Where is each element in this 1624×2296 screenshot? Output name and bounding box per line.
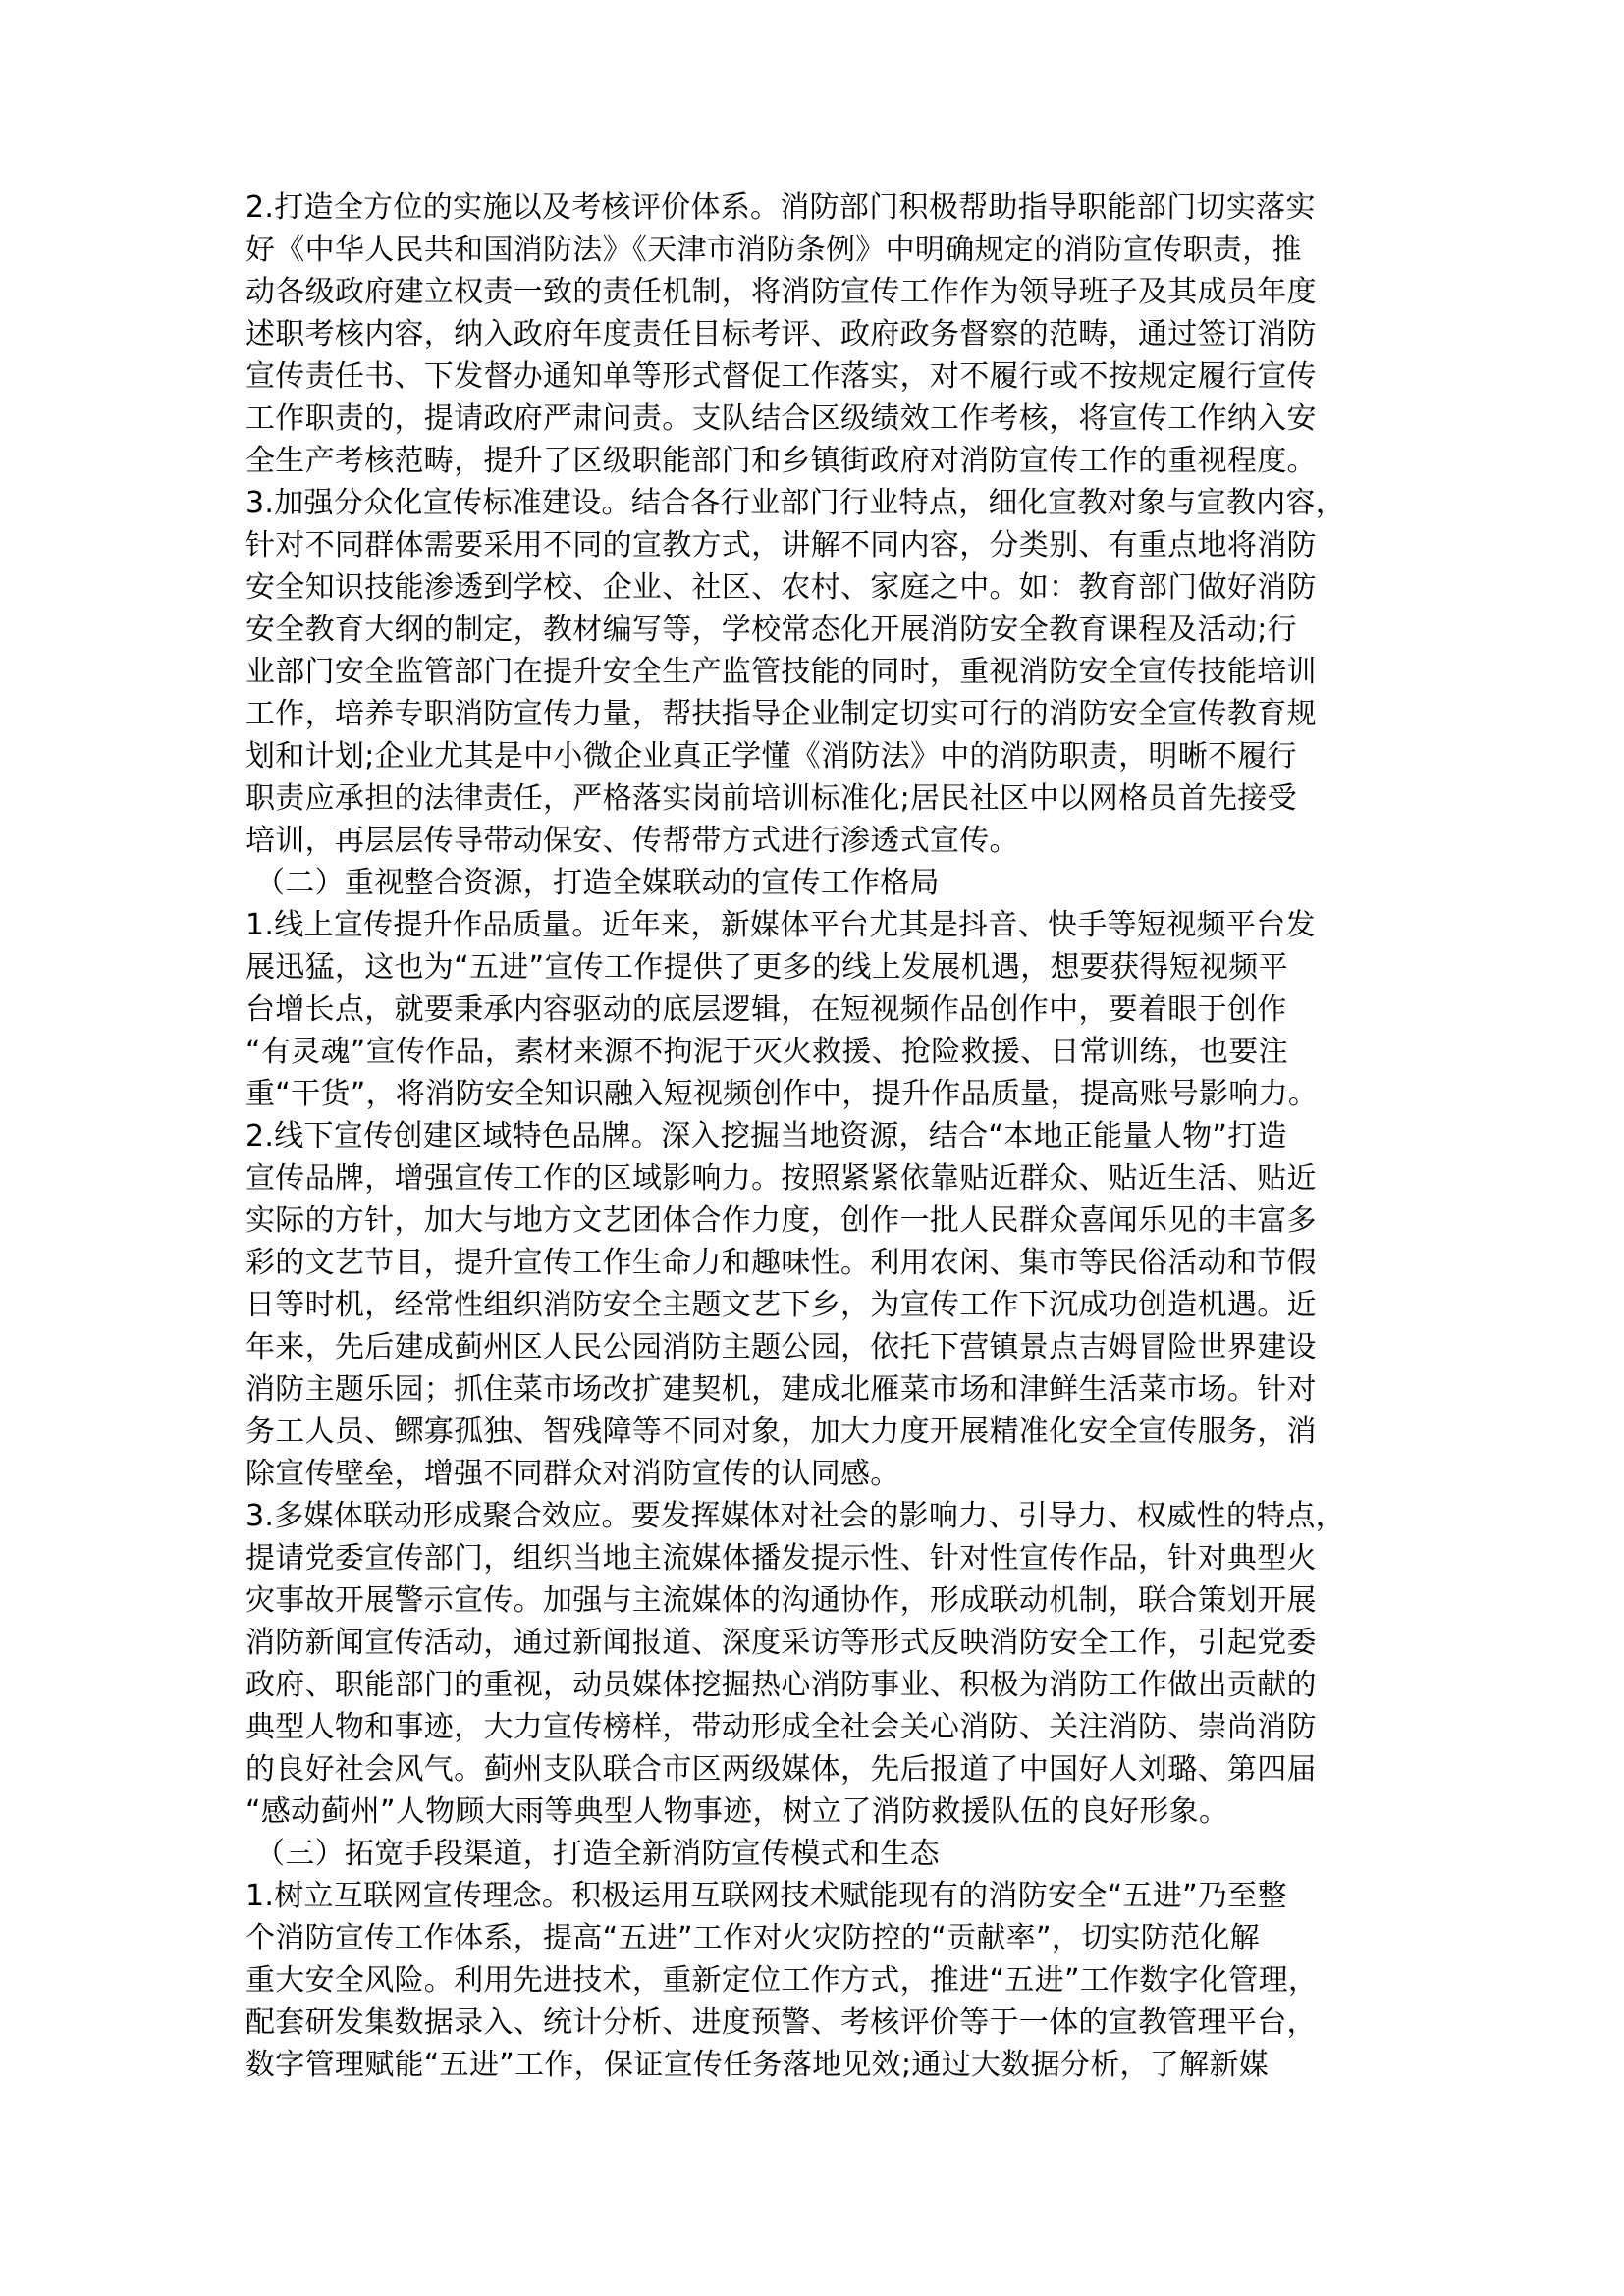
text-line: 数字管理赋能“五进”工作，保证宣传任务落地见效;通过大数据分析，了解新媒	[245, 2048, 1269, 2082]
section-heading: （三）拓宽手段渠道，打造全新消防宣传模式和生态	[255, 1837, 940, 1871]
text-line: 个消防宣传工作体系，提高“五进”工作对火灾防控的“贡献率”，切实防范化解	[245, 1921, 1260, 1955]
text-line: 3.多媒体联动形成聚合效应。要发挥媒体对社会的影响力、引导力、权威性的特点，	[245, 1499, 1346, 1533]
text-line: 消防主题乐园；抓住菜市场改扩建契机，建成北雁菜市场和津鲜生活菜市场。针对	[245, 1372, 1317, 1407]
text-line: 彩的文艺节目，提升宣传工作生命力和趣味性。利用农闲、集市等民俗活动和节假	[245, 1246, 1317, 1280]
text-line: 工作职责的，提请政府严肃问责。支队结合区级绩效工作考核，将宣传工作纳入安	[245, 401, 1317, 436]
text-line: 3.加强分众化宣传标准建设。结合各行业部门行业特点，细化宣教对象与宣教内容，	[245, 486, 1346, 520]
text-line: 2.打造全方位的实施以及考核评价体系。消防部门积极帮助指导职能部门切实落实	[245, 190, 1316, 225]
text-line: 重“干货”，将消防安全知识融入短视频创作中，提升作品质量，提高账号影响力。	[245, 1077, 1319, 1111]
text-line: “感动蓟州”人物顾大雨等典型人物事迹，树立了消防救援队伍的良好形象。	[245, 1794, 1229, 1829]
text-line: 除宣传壁垒，增强不同群众对消防宣传的认同感。	[245, 1457, 900, 1491]
text-line: 1.树立互联网宣传理念。积极运用互联网技术赋能现有的消防安全“五进”乃至整	[245, 1879, 1287, 1913]
text-line: 典型人物和事迹，大力宣传榜样，带动形成全社会关心消防、关注消防、崇尚消防	[245, 1710, 1317, 1744]
text-line: 安全知识技能渗透到学校、企业、社区、农村、家庭之中。如：教育部门做好消防	[245, 570, 1317, 605]
text-line: 业部门安全监管部门在提升安全生产监管技能的同时，重视消防安全宣传技能培训	[245, 655, 1317, 689]
text-line: 的良好社会风气。蓟州支队联合市区两级媒体，先后报道了中国好人刘璐、第四届	[245, 1752, 1317, 1787]
text-line: 展迅猛，这也为“五进”宣传工作提供了更多的线上发展机遇，想要获得短视频平	[245, 950, 1288, 985]
text-line: “有灵魂”宣传作品，素材来源不拘泥于灭火救援、抢险救援、日常训练，也要注	[245, 1035, 1288, 1069]
text-line: 宣传责任书、下发督办通知单等形式督促工作落实，对不履行或不按规定履行宣传	[245, 359, 1317, 394]
text-line: 全生产考核范畴，提升了区级职能部门和乡镇街政府对消防宣传工作的重视程度。	[245, 444, 1317, 478]
document-body	[245, 187, 1384, 2086]
text-line: 台增长点，就要秉承内容驱动的底层逻辑，在短视频作品创作中，要着眼于创作	[245, 992, 1287, 1027]
text-line: 实际的方针，加大与地方文艺团体合作力度，创作一批人民群众喜闻乐见的丰富多	[245, 1203, 1317, 1238]
text-line: 日等时机，经常性组织消防安全主题文艺下乡，为宣传工作下沉成功创造机遇。近	[245, 1288, 1317, 1322]
text-line: 培训，再层层传导带动保安、传帮带方式进行渗透式宣传。	[245, 824, 1019, 858]
text-line: 重大安全风险。利用先进技术，重新定位工作方式，推进“五进”工作数字化管理，	[245, 1963, 1319, 1998]
text-line: 年来，先后建成蓟州区人民公园消防主题公园，依托下营镇景点吉姆冒险世界建设	[245, 1330, 1317, 1364]
text-line: 好《中华人民共和国消防法》《天津市消防条例》中明确规定的消防宣传职责，推	[245, 233, 1302, 267]
text-line: 述职考核内容，纳入政府年度责任目标考评、政府政务督察的范畴，通过签订消防	[245, 317, 1317, 351]
text-line: 动各级政府建立权责一致的责任机制，将消防宣传工作作为领导班子及其成员年度	[245, 275, 1317, 309]
section-heading: （二）重视整合资源，打造全媒联动的宣传工作格局	[255, 866, 940, 900]
text-line: 2.线下宣传创建区域特色品牌。深入挖掘当地资源，结合“本地正能量人物”打造	[245, 1119, 1287, 1153]
text-line: 消防新闻宣传活动，通过新闻报道、深度采访等形式反映消防安全工作，引起党委	[245, 1626, 1317, 1660]
text-line: 灾事故开展警示宣传。加强与主流媒体的沟通协作，形成联动机制，联合策划开展	[245, 1583, 1317, 1618]
text-line: 提请党委宣传部门，组织当地主流媒体播发提示性、针对性宣传作品，针对典型火	[245, 1541, 1317, 1575]
text-line: 配套研发集数据录入、统计分析、进度预警、考核评价等于一体的宣教管理平台，	[245, 2005, 1317, 2040]
text-line: 职责应承担的法律责任，严格落实岗前培训标准化;居民社区中以网格员首先接受	[245, 781, 1297, 816]
text-line: 针对不同群体需要采用不同的宣教方式，讲解不同内容，分类别、有重点地将消防	[245, 528, 1317, 562]
text-line: 务工人员、鳏寡孤独、智残障等不同对象，加大力度开展精准化安全宣传服务，消	[245, 1415, 1317, 1449]
text-line: 划和计划;企业尤其是中小微企业真正学懂《消防法》中的消防职责，明晰不履行	[245, 739, 1297, 774]
text-line: 政府、职能部门的重视，动员媒体挖掘热心消防事业、积极为消防工作做出贡献的	[245, 1668, 1317, 1702]
text-line: 1.线上宣传提升作品质量。近年来，新媒体平台尤其是抖音、快手等短视频平台发	[245, 908, 1316, 942]
text-line: 安全教育大纲的制定，教材编写等，学校常态化开展消防安全教育课程及活动;行	[245, 613, 1297, 647]
text-line: 工作，培养专职消防宣传力量，帮扶指导企业制定切实可行的消防安全宣传教育规	[245, 697, 1317, 731]
text-line: 宣传品牌，增强宣传工作的区域影响力。按照紧紧依靠贴近群众、贴近生活、贴近	[245, 1161, 1317, 1196]
